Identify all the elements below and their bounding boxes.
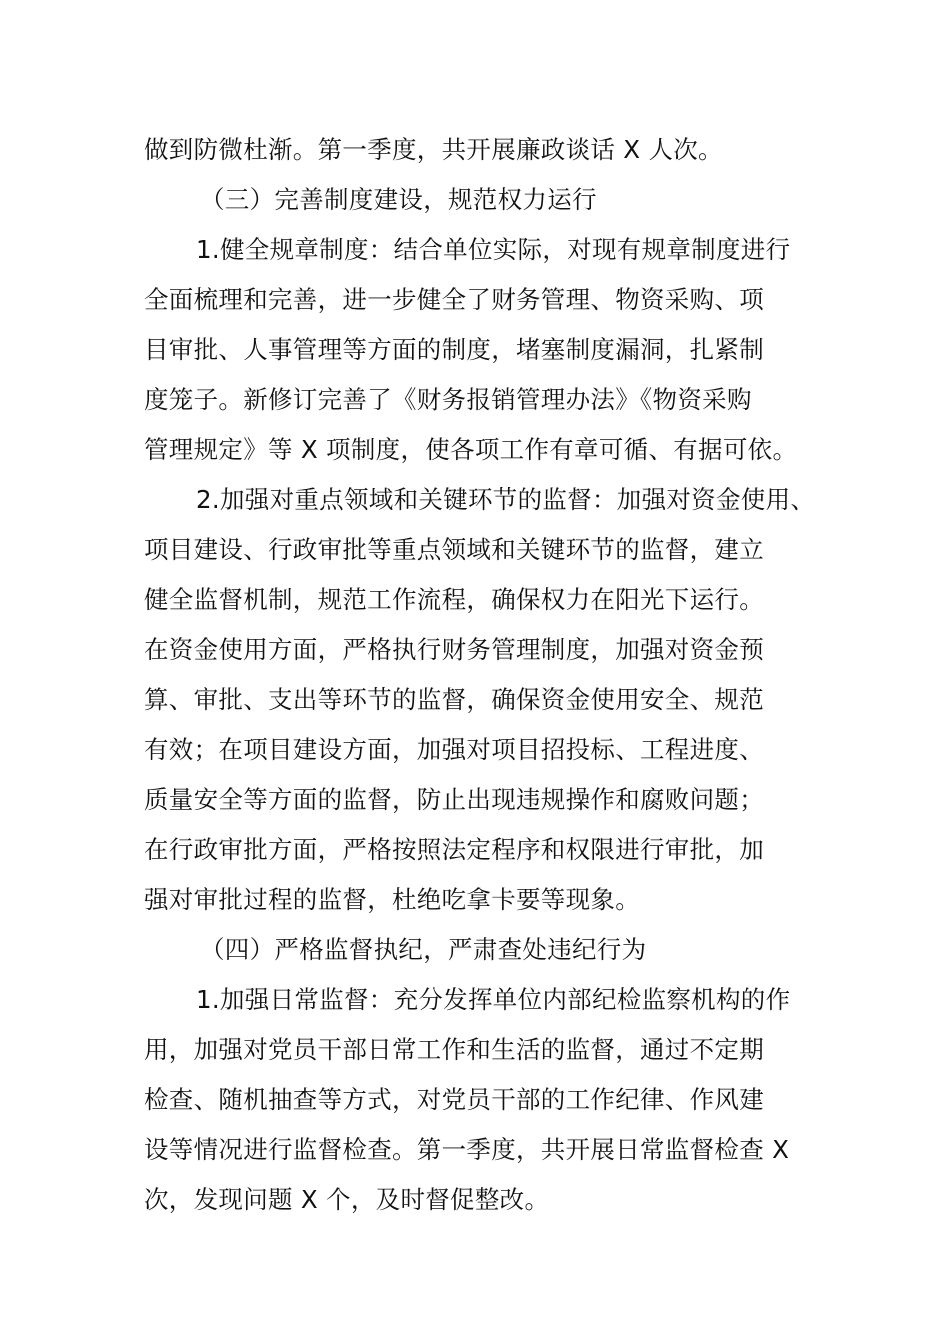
section-heading-4: （四）严格监督执纪，严肃查处违纪行为: [200, 935, 647, 964]
text-line: 项目建设、行政审批等重点领域和关键环节的监督，建立: [144, 535, 764, 564]
text-line: 目审批、人事管理等方面的制度，堵塞制度漏洞，扎紧制: [144, 335, 764, 364]
text-line: 管理规定》等 X 项制度，使各项工作有章可循、有据可依。: [144, 435, 798, 464]
text-line: 做到防微杜渐。第一季度，共开展廉政谈话 X 人次。: [144, 135, 723, 164]
text-line: 强对审批过程的监督，杜绝吃拿卡要等现象。: [144, 885, 640, 914]
text-line: 用，加强对党员干部日常工作和生活的监督，通过不定期: [144, 1035, 764, 1064]
text-line: 2.加强对重点领域和关键环节的监督：加强对资金使用、: [196, 485, 816, 514]
text-line: 在行政审批方面，严格按照法定程序和权限进行审批，加: [144, 835, 764, 864]
text-line: 1.健全规章制度：结合单位实际，对现有规章制度进行: [196, 235, 791, 264]
text-line: 在资金使用方面，严格执行财务管理制度，加强对资金预: [144, 635, 764, 664]
text-line: 度笼子。新修订完善了《财务报销管理办法》《物资采购: [144, 385, 752, 414]
section-heading-3: （三）完善制度建设，规范权力运行: [200, 185, 597, 214]
text-line: 质量安全等方面的监督，防止出现违规操作和腐败问题；: [144, 785, 764, 814]
text-line: 次，发现问题 X 个，及时督促整改。: [144, 1185, 550, 1214]
text-line: 1.加强日常监督：充分发挥单位内部纪检监察机构的作: [196, 985, 791, 1014]
text-line: 健全监督机制，规范工作流程，确保权力在阳光下运行。: [144, 585, 764, 614]
text-line: 检查、随机抽查等方式，对党员干部的工作纪律、作风建: [144, 1085, 764, 1114]
text-line: 设等情况进行监督检查。第一季度，共开展日常监督检查 X: [144, 1135, 790, 1164]
text-line: 全面梳理和完善，进一步健全了财务管理、物资采购、项: [144, 285, 764, 314]
text-line: 算、审批、支出等环节的监督，确保资金使用安全、规范: [144, 685, 764, 714]
text-line: 有效；在项目建设方面，加强对项目招投标、工程进度、: [144, 735, 764, 764]
